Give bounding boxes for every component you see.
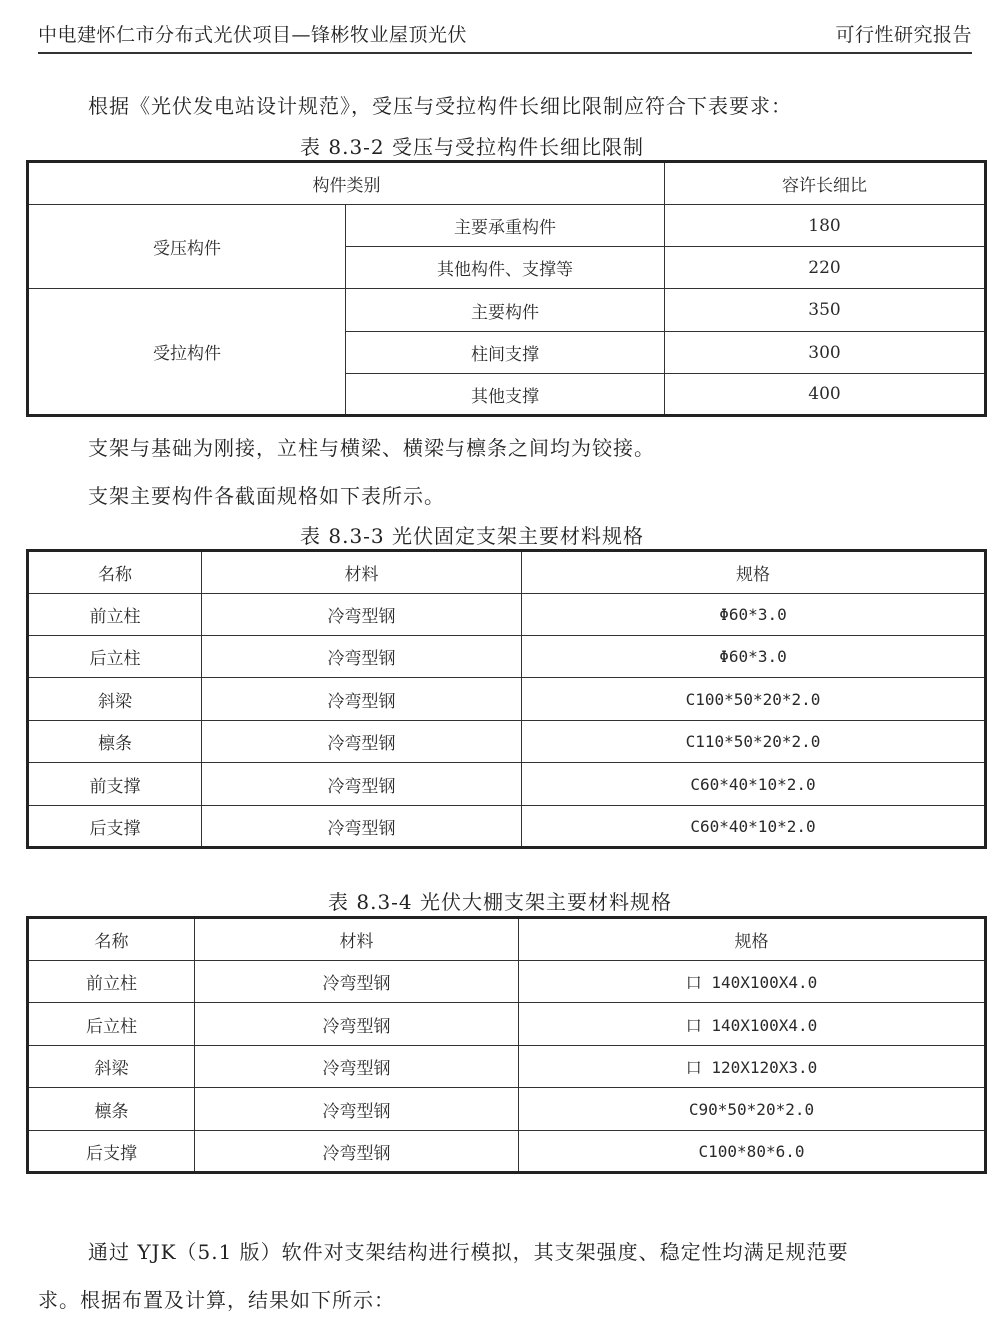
member-type: 其他构件、支撑等	[346, 247, 665, 289]
header-report-type: 可行性研究报告	[835, 24, 972, 46]
part-spec: 口 120X120X3.0	[519, 1046, 986, 1088]
group-tension: 受拉构件	[28, 289, 346, 416]
part-name: 前立柱	[28, 594, 202, 636]
slenderness-table	[26, 160, 987, 417]
part-name: 后支撑	[28, 1131, 195, 1173]
part-spec: C60*40*10*2.0	[522, 763, 986, 806]
part-spec: Φ60*3.0	[522, 636, 986, 678]
part-material: 冷弯型钢	[202, 678, 522, 721]
header-category: 构件类别	[28, 162, 665, 205]
table-row	[28, 1003, 986, 1046]
ratio-value: 180	[665, 205, 986, 247]
member-type: 主要构件	[346, 289, 665, 332]
table2-caption: 表 8.3-3 光伏固定支架主要材料规格	[300, 524, 645, 548]
part-spec: C110*50*20*2.0	[522, 721, 986, 763]
intro-paragraph: 根据《光伏发电站设计规范》，受压与受拉构件长细比限制应符合下表要求：	[88, 94, 792, 118]
part-name: 后支撑	[28, 806, 202, 848]
table-row	[28, 961, 986, 1003]
header-name: 名称	[28, 551, 202, 594]
fixed-bracket-material-table	[26, 549, 987, 849]
part-material: 冷弯型钢	[195, 1003, 519, 1046]
part-material: 冷弯型钢	[195, 1046, 519, 1088]
part-material: 冷弯型钢	[195, 1131, 519, 1173]
part-material: 冷弯型钢	[195, 961, 519, 1003]
header-spec: 规格	[522, 551, 986, 594]
page-header	[38, 16, 972, 54]
part-material: 冷弯型钢	[202, 721, 522, 763]
part-spec: C60*40*10*2.0	[522, 806, 986, 848]
table-row	[28, 678, 986, 721]
table-row	[28, 1088, 986, 1131]
table-header-row	[28, 918, 986, 961]
conclusion-paragraph-line2: 求。根据布置及计算，结果如下所示：	[38, 1288, 395, 1312]
ratio-value: 300	[665, 332, 986, 374]
table-row	[28, 806, 986, 848]
table-row	[28, 289, 986, 332]
table3-caption: 表 8.3-4 光伏大棚支架主要材料规格	[328, 890, 673, 914]
part-name: 后立柱	[28, 636, 202, 678]
part-material: 冷弯型钢	[202, 594, 522, 636]
part-spec: C90*50*20*2.0	[519, 1088, 986, 1131]
table1-caption: 表 8.3-2 受压与受拉构件长细比限制	[300, 135, 645, 159]
ratio-value: 220	[665, 247, 986, 289]
member-type: 柱间支撑	[346, 332, 665, 374]
header-allowed-ratio: 容许长细比	[665, 162, 986, 205]
connection-paragraph: 支架与基础为刚接，立柱与横梁、横梁与檩条之间均为铰接。	[88, 436, 655, 460]
part-name: 檩条	[28, 1088, 195, 1131]
header-material: 材料	[195, 918, 519, 961]
table-header-row	[28, 551, 986, 594]
table-row	[28, 1046, 986, 1088]
table-header-row	[28, 162, 986, 205]
table-row	[28, 1131, 986, 1173]
conclusion-paragraph-line1: 通过 YJK（5.1 版）软件对支架结构进行模拟，其支架强度、稳定性均满足规范要	[88, 1240, 849, 1264]
part-material: 冷弯型钢	[202, 636, 522, 678]
header-material: 材料	[202, 551, 522, 594]
part-name: 前支撑	[28, 763, 202, 806]
part-material: 冷弯型钢	[195, 1088, 519, 1131]
ratio-value: 400	[665, 374, 986, 416]
part-spec: C100*80*6.0	[519, 1131, 986, 1173]
header-name: 名称	[28, 918, 195, 961]
group-compression: 受压构件	[28, 205, 346, 289]
spec-intro-paragraph: 支架主要构件各截面规格如下表所示。	[88, 484, 445, 508]
ratio-value: 350	[665, 289, 986, 332]
table-row	[28, 721, 986, 763]
member-type: 其他支撑	[346, 374, 665, 416]
part-name: 后立柱	[28, 1003, 195, 1046]
header-project-title: 中电建怀仁市分布式光伏项目—锋彬牧业屋顶光伏	[38, 24, 468, 46]
part-material: 冷弯型钢	[202, 806, 522, 848]
part-spec: Φ60*3.0	[522, 594, 986, 636]
table-row	[28, 763, 986, 806]
greenhouse-bracket-material-table	[26, 916, 987, 1174]
part-name: 斜梁	[28, 678, 202, 721]
part-name: 斜梁	[28, 1046, 195, 1088]
part-spec: 口 140X100X4.0	[519, 1003, 986, 1046]
part-name: 檩条	[28, 721, 202, 763]
table-row	[28, 594, 986, 636]
header-spec: 规格	[519, 918, 986, 961]
member-type: 主要承重构件	[346, 205, 665, 247]
table-row	[28, 636, 986, 678]
part-name: 前立柱	[28, 961, 195, 1003]
part-spec: C100*50*20*2.0	[522, 678, 986, 721]
part-spec: 口 140X100X4.0	[519, 961, 986, 1003]
part-material: 冷弯型钢	[202, 763, 522, 806]
table-row	[28, 205, 986, 247]
